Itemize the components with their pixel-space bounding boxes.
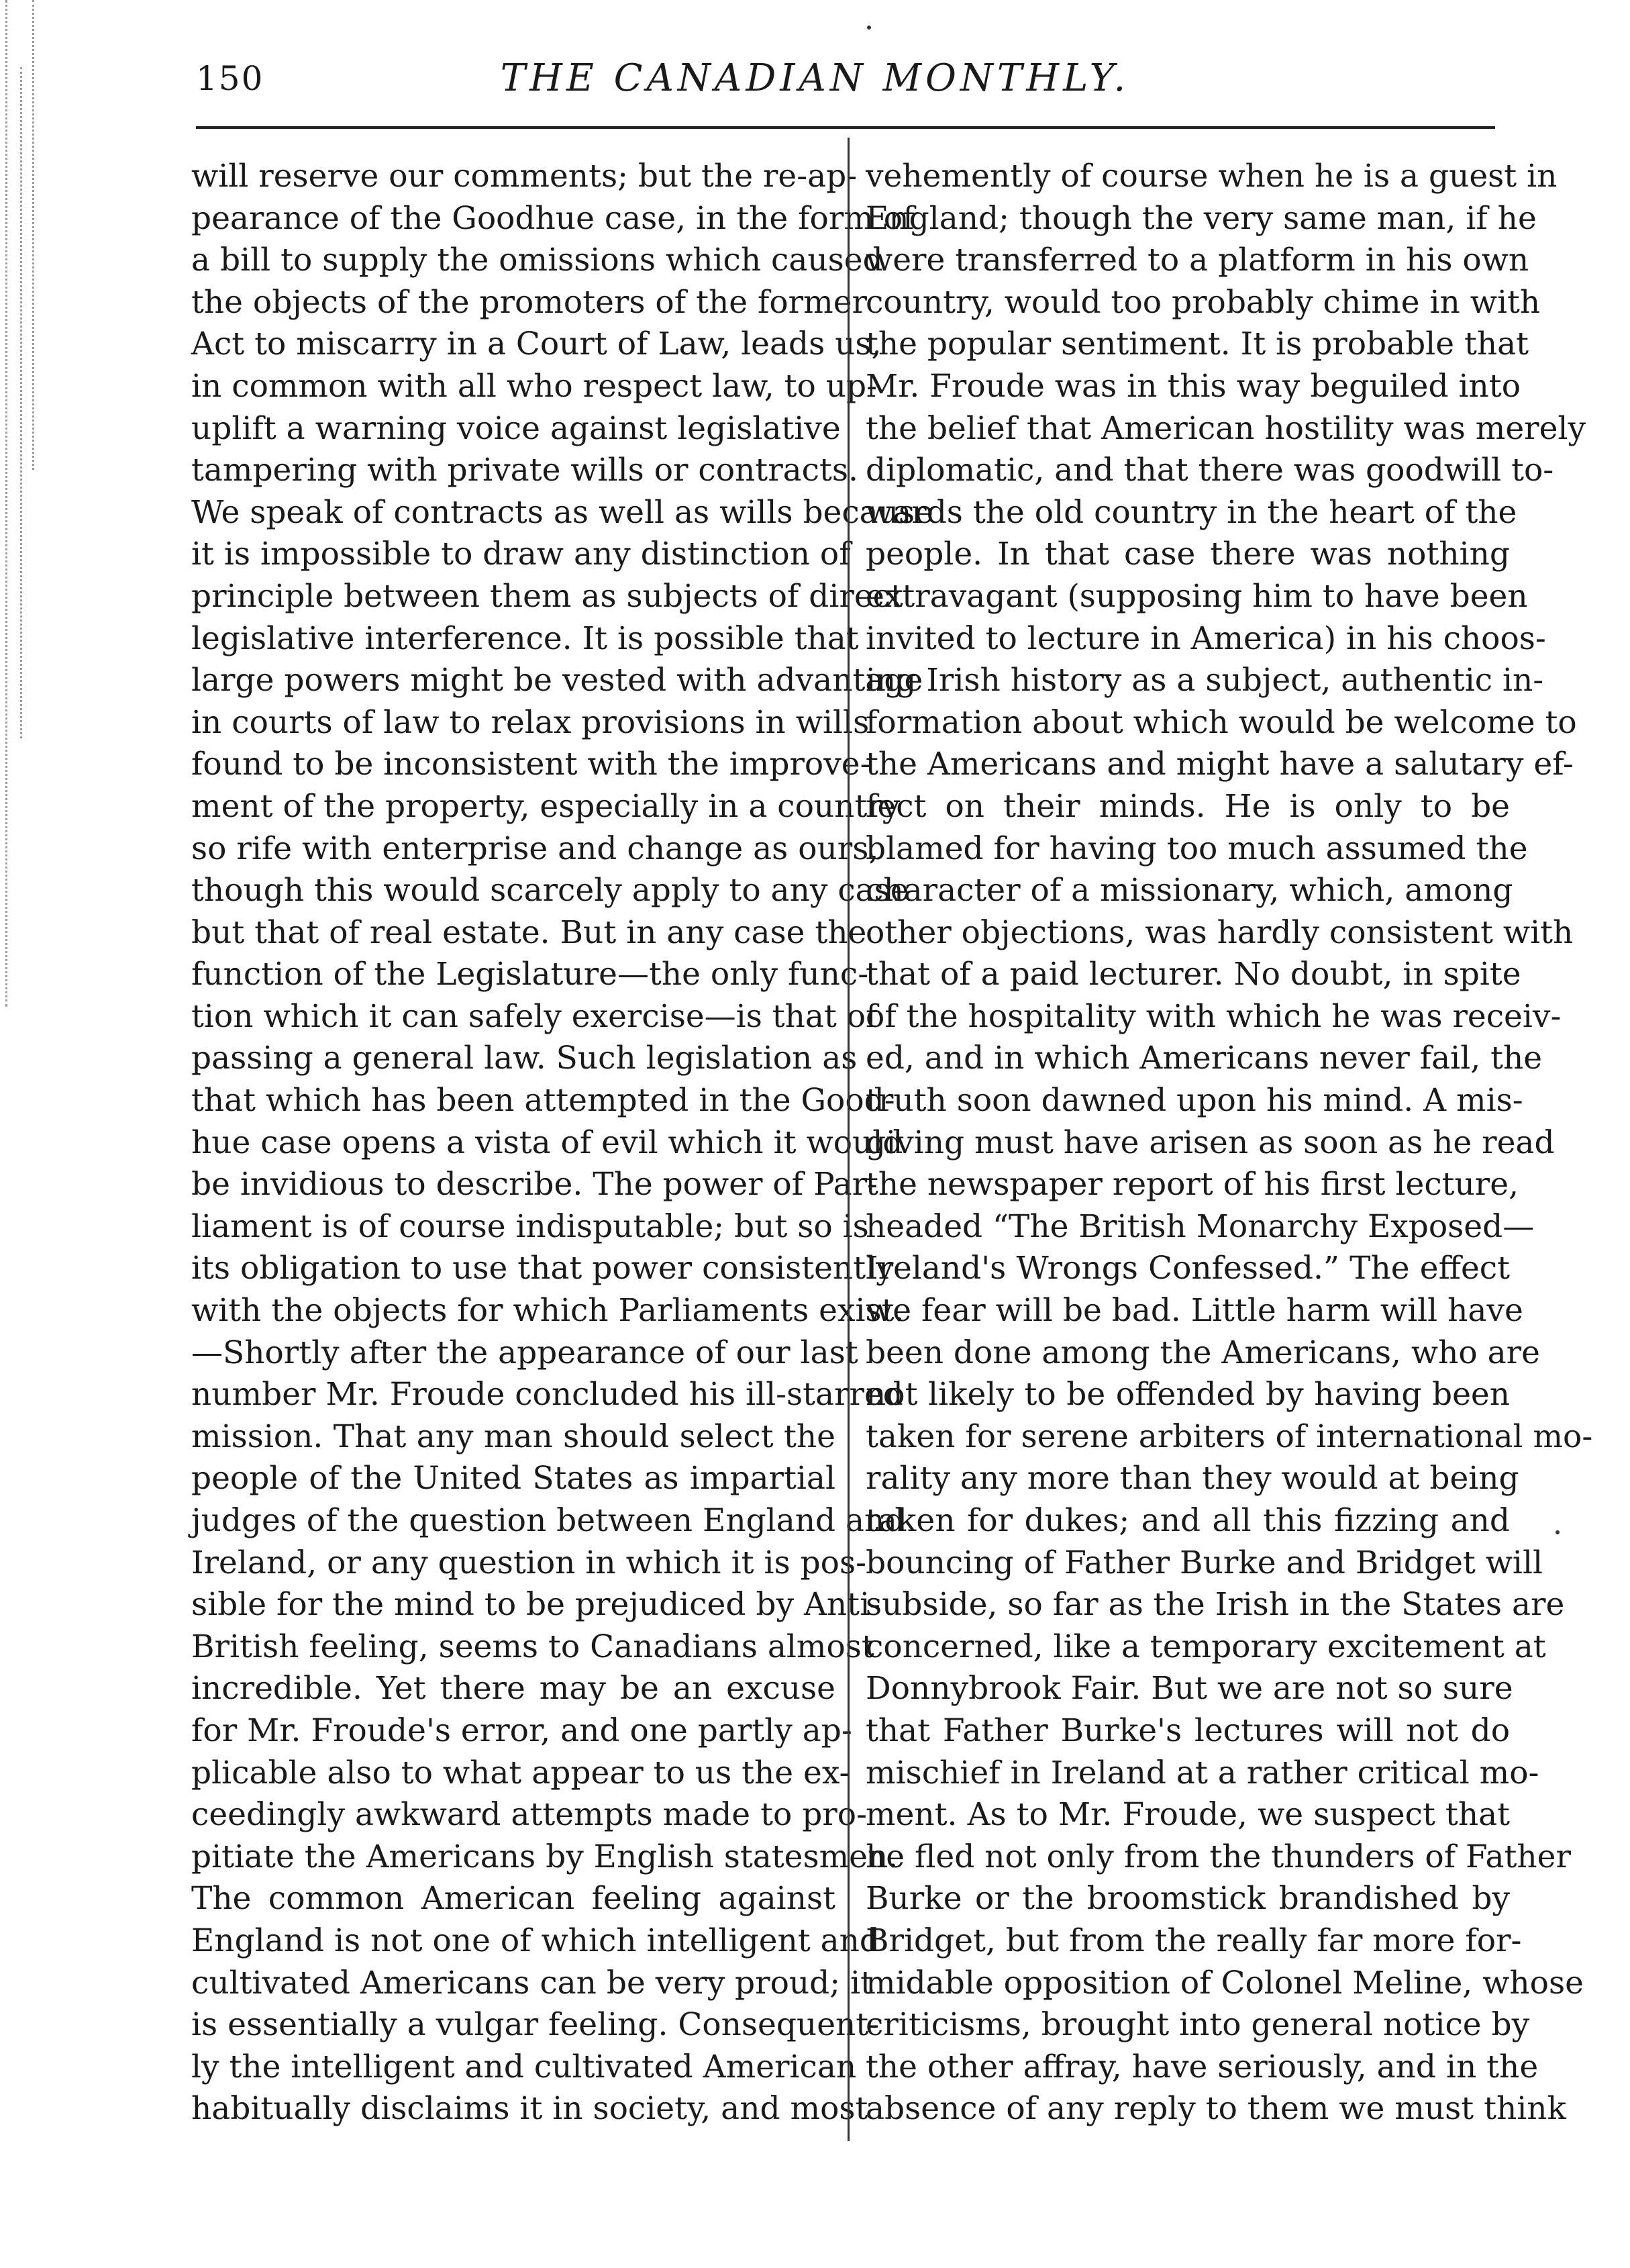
text-line: habitually disclaims it in society, and most	[191, 2090, 868, 2128]
text-line: judges of the question between England and	[191, 1502, 905, 1539]
text-line: headed “The British Monarchy Exposed—	[866, 1207, 1535, 1245]
text-line: Mr. Froude was in this way beguiled into	[866, 367, 1521, 405]
text-line: sible for the mind to be prejudiced by Anti-	[191, 1586, 880, 1624]
text-line: rality any more than they would at being	[866, 1460, 1519, 1497]
text-line: incredible. Yet there may be an excuse	[191, 1670, 835, 1708]
text-line: absence of any reply to them we must think	[866, 2090, 1567, 2128]
text-line: ly the intelligent and cultivated American	[191, 2048, 857, 2085]
text-line: invited to lecture in America) in his choos-	[866, 620, 1546, 657]
text-line: —Shortly after the appearance of our last	[191, 1334, 858, 1371]
text-line: taken for serene arbiters of international mo-	[866, 1418, 1593, 1455]
text-line: Donnybrook Fair. But we are not so sure	[866, 1670, 1513, 1708]
margin-binding-rule	[20, 67, 22, 738]
text-line: the belief that American hostility was merely	[866, 409, 1586, 447]
text-line: ment. As to Mr. Froude, we suspect that	[866, 1796, 1510, 1834]
text-line: people of the United States as impartial	[191, 1460, 835, 1497]
text-line: British feeling, seems to Canadians almost	[191, 1628, 874, 1665]
text-line: in common with all who respect law, to up-	[191, 367, 878, 405]
text-line: Burke or the broomstick brandished by	[866, 1880, 1510, 1918]
text-line: been done among the Americans, who are	[866, 1334, 1540, 1371]
text-line: hue case opens a vista of evil which it would	[191, 1124, 903, 1161]
text-line: the Americans and might have a salutary ef-	[866, 746, 1574, 783]
text-line: function of the Legislature—the only func-	[191, 956, 869, 993]
text-line: principle between them as subjects of direct	[191, 577, 903, 615]
text-line: were transferred to a platform in his own	[866, 242, 1529, 279]
text-line: mission. That any man should select the	[191, 1418, 835, 1455]
text-line: large powers might be vested with advantage	[191, 662, 923, 699]
text-line: of the hospitality with which he was receiv-	[866, 997, 1562, 1035]
print-speck	[867, 26, 871, 30]
text-line: other objections, was hardly consistent with	[866, 914, 1574, 951]
text-line: bouncing of Father Burke and Bridget will	[866, 1544, 1543, 1581]
text-line: extravagant (supposing him to have been	[866, 577, 1528, 615]
text-line: a bill to supply the omissions which caused	[191, 242, 883, 279]
text-line: pitiate the Americans by English statesmen.	[191, 1838, 899, 1875]
margin-binding-rule	[5, 0, 7, 1007]
text-line: concerned, like a temporary excitement at	[866, 1628, 1546, 1665]
text-line: plicable also to what appear to us the ex-	[191, 1754, 850, 1791]
text-line: we fear will be bad. Little harm will have	[866, 1292, 1523, 1330]
text-line: ing Irish history as a subject, authentic in-	[866, 662, 1544, 699]
running-title: THE CANADIAN MONTHLY.	[500, 56, 1130, 100]
text-line: people. In that case there was nothing	[866, 536, 1510, 573]
column-divider	[848, 138, 850, 2141]
text-line: the objects of the promoters of the former	[191, 283, 867, 321]
text-line: giving must have arisen as soon as he read	[866, 1124, 1555, 1161]
text-line: truth soon dawned upon his mind. A mis-	[866, 1082, 1523, 1120]
text-line: so rife with enterprise and change as ours,	[191, 830, 879, 867]
text-line: tion which it can safely exercise—is that of	[191, 997, 878, 1035]
text-line: though this would scarcely apply to any case	[191, 872, 909, 909]
text-line: mischief in Ireland at a rather critical mo-	[866, 1754, 1539, 1791]
text-line: is essentially a vulgar feeling. Consequent-	[191, 2006, 880, 2044]
text-line: that which has been attempted in the Good-	[191, 1082, 895, 1120]
text-line: Act to miscarry in a Court of Law, leads us,	[191, 326, 882, 363]
text-line: ment of the property, especially in a country	[191, 787, 901, 825]
text-line: Bridget, but from the really far more for-	[866, 1922, 1522, 1959]
text-line: for Mr. Froude's error, and one partly ap-	[191, 1712, 852, 1749]
text-line: pearance of the Goodhue case, in the form of	[191, 199, 915, 237]
text-line: in courts of law to relax provisions in wills	[191, 703, 870, 741]
text-line: diplomatic, and that there was goodwill to-	[866, 452, 1554, 489]
header-rule	[196, 126, 1495, 129]
right-column	[866, 156, 1593, 2130]
text-line: We speak of contracts as well as wills because	[191, 493, 933, 531]
text-line: England is not one of which intelligent and	[191, 1922, 880, 1959]
text-line: will reserve our comments; but the re-ap-	[191, 158, 858, 195]
text-line: cultivated Americans can be very proud; it	[191, 1964, 873, 2002]
text-line: the popular sentiment. It is probable that	[866, 326, 1529, 363]
text-line: not likely to be offended by having been	[866, 1376, 1510, 1414]
text-line: Ireland, or any question in which it is pos-	[191, 1544, 866, 1581]
text-line: with the objects for which Parliaments exist.	[191, 1292, 905, 1330]
text-line: legislative interference. It is possible that	[191, 620, 859, 657]
text-line: its obligation to use that power consistently	[191, 1250, 894, 1287]
text-line: taken for dukes; and all this fizzing and	[866, 1502, 1510, 1539]
text-line: number Mr. Froude concluded his ill-starred	[191, 1376, 903, 1414]
text-line: ed, and in which Americans never fail, the	[866, 1040, 1543, 1077]
text-line: that Father Burke's lectures will not do	[866, 1712, 1510, 1749]
text-line: The common American feeling against	[191, 1880, 835, 1918]
print-speck	[1556, 1530, 1560, 1534]
text-line: character of a missionary, which, among	[866, 872, 1513, 909]
text-line: midable opposition of Colonel Meline, whose	[866, 1964, 1584, 2002]
text-line: the other affray, have seriously, and in the	[866, 2048, 1539, 2085]
text-line: that of a paid lecturer. No doubt, in spite	[866, 956, 1521, 993]
page-number: 150	[196, 59, 264, 98]
text-line: wards the old country in the heart of the	[866, 493, 1517, 531]
text-line: but that of real estate. But in any case the	[191, 914, 867, 951]
text-line: found to be inconsistent with the improve-	[191, 746, 871, 783]
text-line: it is impossible to draw any distinction of	[191, 536, 851, 573]
text-line: blamed for having too much assumed the	[866, 830, 1528, 867]
text-line: tampering with private wills or contracts.	[191, 452, 858, 489]
left-column	[191, 156, 933, 2130]
text-line: liament is of course indisputable; but so is	[191, 1207, 869, 1245]
text-line: be invidious to describe. The power of Par-	[191, 1166, 878, 1203]
text-line: he fled not only from the thunders of Father	[866, 1838, 1571, 1875]
text-line: vehemently of course when he is a guest in	[866, 158, 1558, 195]
text-line: the newspaper report of his first lecture,	[866, 1166, 1519, 1203]
text-line: subside, so far as the Irish in the States are	[866, 1586, 1565, 1624]
text-line: passing a general law. Such legislation as	[191, 1040, 858, 1077]
text-line: uplift a warning voice against legislative	[191, 409, 841, 447]
text-line: Ireland's Wrongs Confessed.” The effect	[866, 1250, 1510, 1287]
text-line: criticisms, brought into general notice by	[866, 2006, 1530, 2044]
text-line: fect on their minds. He is only to be	[866, 787, 1510, 825]
text-line: ceedingly awkward attempts made to pro-	[191, 1796, 867, 1834]
text-line: formation about which would be welcome to	[866, 703, 1577, 741]
text-line: England; though the very same man, if he	[866, 199, 1537, 237]
text-line: country, would too probably chime in with	[866, 283, 1541, 321]
